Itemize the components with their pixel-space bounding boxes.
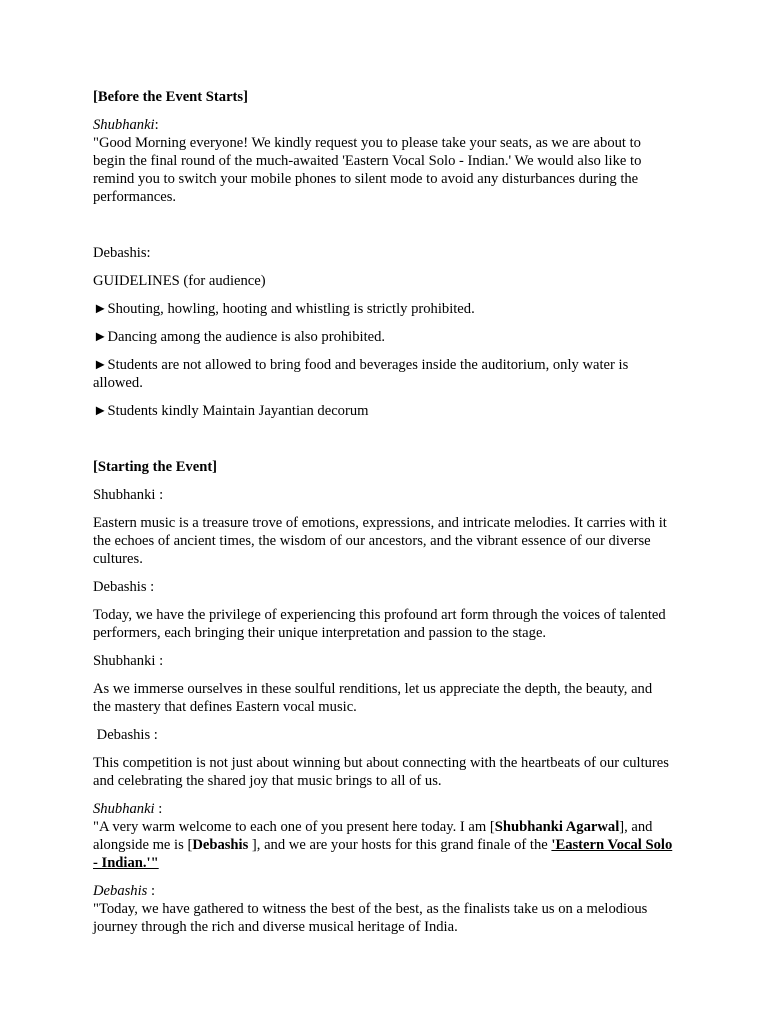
guidelines-title: GUIDELINES (for audience) [93,273,266,289]
paragraph-welcome-seats: "Good Morning everyone! We kindly request you to please take your seats, as we are about to begin the final round of the much-awaited 'Eastern Vocal Solo - Indian.' We would also like to remind you to switch your mobile phones to silent mode to avoid any disturbances during the performances. [93,135,642,205]
paragraph-privilege: Today, we have the privilege of experiencing this profound art form through the voices of talented performers, each bringing their unique interpretation and passion to the stage. [93,607,666,641]
speaker-shubhanki-2: Shubhanki : [93,487,164,503]
speaker-shubhanki-3: Shubhanki : [93,653,164,669]
paragraph-competition: This competition is not just about winning but about connecting with the heartbeats of our cultures and celebrating the shared joy that music brings to all of us. [93,755,669,789]
guideline-item: ►Dancing among the audience is also prohibited. [93,329,386,345]
host-name-debashis: Debashis [192,837,252,853]
speaker-shubhanki-1: Shubhanki: [93,117,159,133]
section-heading-before: [Before the Event Starts] [93,89,248,105]
bullet-arrow-icon: ► [93,403,108,419]
paragraph-warm-welcome: "A very warm welcome to each one of you present here today. I am [Shubhanki Agarwal], and alongside me is [Debashis ], and we are your hosts for this grand finale of the 'Eastern Vocal Solo - Indian.'" [93,819,673,871]
speaker-debashis-3: Debashis : [93,727,158,743]
paragraph-eastern-music: Eastern music is a treasure trove of emotions, expressions, and intricate melodies. It carries with it the echoes of ancient times, the wisdom of our ancestors, and the vibrant essence of our diverse cultures. [93,515,667,567]
guideline-item: ►Shouting, howling, hooting and whistling is strictly prohibited. [93,301,475,317]
bullet-arrow-icon: ► [93,301,108,317]
bullet-arrow-icon: ► [93,329,108,345]
speaker-debashis-1: Debashis: [93,245,151,261]
host-name-shubhanki: Shubhanki Agarwal [494,819,620,835]
speaker-debashis-4: Debashis : [93,883,156,899]
event-name: 'Eastern Vocal Solo - Indian.'" [93,837,673,871]
document-page [93,88,673,936]
paragraph-immerse: As we immerse ourselves in these soulful renditions, let us appreciate the depth, the beauty, and the mastery that defines Eastern vocal music. [93,681,653,715]
guideline-item: ►Students kindly Maintain Jayantian decorum [93,403,369,419]
paragraph-gathered: "Today, we have gathered to witness the best of the best, as the finalists take us on a melodious journey through the rich and diverse musical heritage of India. [93,901,648,935]
bullet-arrow-icon: ► [93,357,108,373]
section-heading-start: [Starting the Event] [93,459,218,475]
guideline-item: ►Students are not allowed to bring food and beverages inside the auditorium, only water is allowed. [93,357,629,391]
speaker-shubhanki-4: Shubhanki : [93,801,163,817]
speaker-debashis-2: Debashis : [93,579,155,595]
